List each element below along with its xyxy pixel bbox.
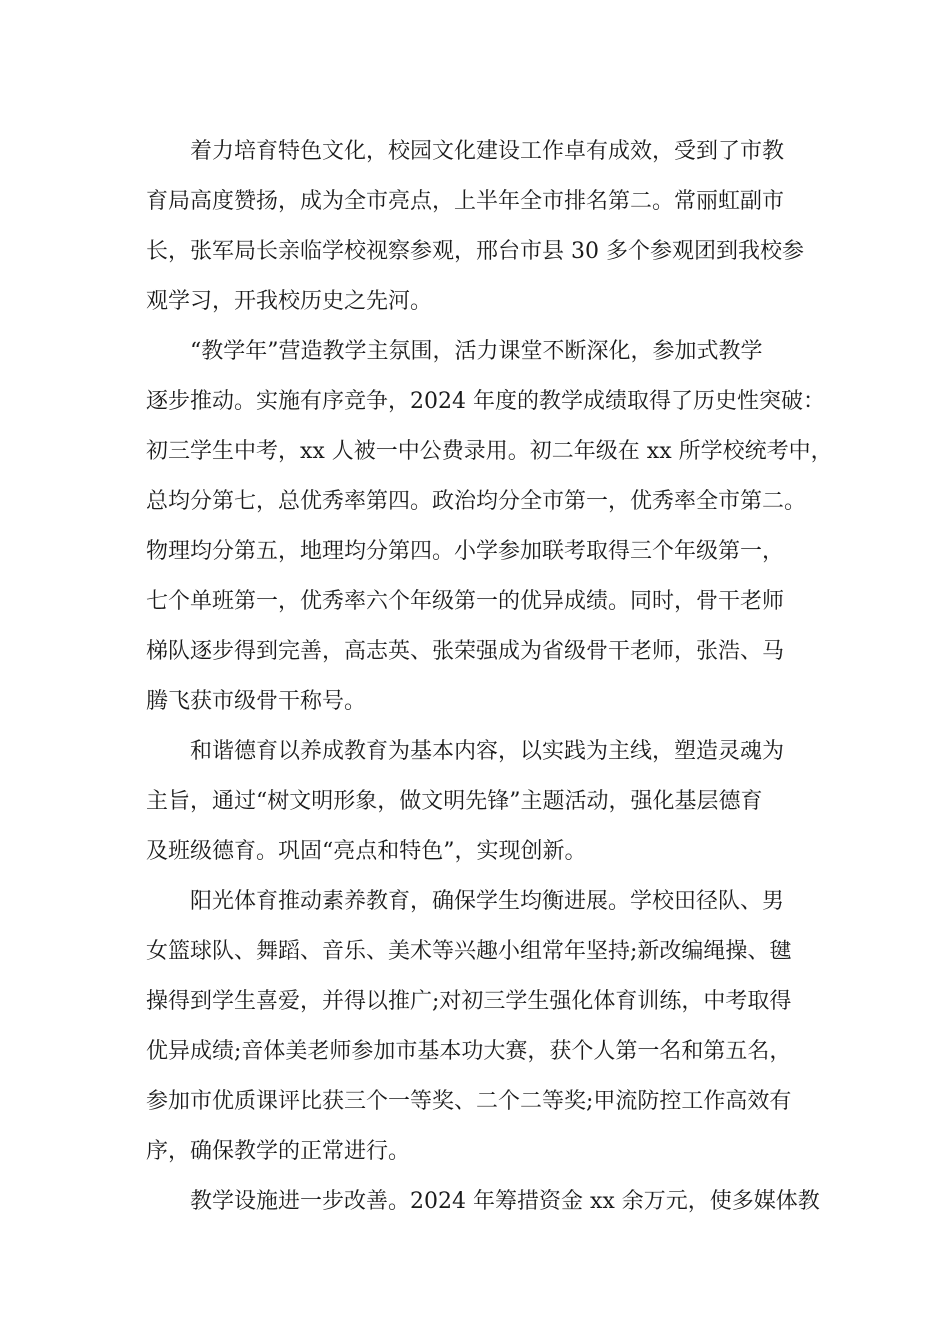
paragraph-4-line-6: 序，确保教学的正常进行。 xyxy=(146,1139,411,1164)
paragraph-1-line-1: 着力培育特色文化，校园文化建设工作卓有成效，受到了市教 xyxy=(190,139,785,164)
paragraph-4-line-5: 参加市优质课评比获三个一等奖、二个二等奖;甲流防控工作高效有 xyxy=(146,1089,792,1114)
paragraph-3-line-2: 主旨，通过“树文明形象，做文明先锋”主题活动，强化基层德育 xyxy=(146,789,763,814)
paragraph-2-line-8: 腾飞获市级骨干称号。 xyxy=(146,689,367,714)
paragraph-2-line-5: 物理均分第五，地理均分第四。小学参加联考取得三个年级第一， xyxy=(146,539,785,564)
paragraph-2-line-6: 七个单班第一，优秀率六个年级第一的优异成绩。同时，骨干老师 xyxy=(146,589,785,614)
paragraph-2-line-2: 逐步推动。实施有序竞争，2024 年度的教学成绩取得了历史性突破： xyxy=(146,389,825,414)
paragraph-2-line-4: 总均分第七，总优秀率第四。政治均分全市第一，优秀率全市第二。 xyxy=(146,489,807,514)
paragraph-2-line-3: 初三学生中考，xx 人被一中公费录用。初二年级在 xx 所学校统考中， xyxy=(146,439,833,464)
paragraph-4-line-1: 阳光体育推动素养教育，确保学生均衡进展。学校田径队、男 xyxy=(190,889,785,914)
paragraph-1-line-4: 观学习，开我校历史之先河。 xyxy=(146,289,433,314)
paragraph-5-line-1: 教学设施进一步改善。2024 年筹措资金 xx 余万元，使多媒体教 xyxy=(190,1189,820,1214)
paragraph-2-line-7: 梯队逐步得到完善，高志英、张荣强成为省级骨干老师，张浩、马 xyxy=(146,639,785,664)
paragraph-2-line-1: “教学年”营造教学主氛围，活力课堂不断深化，参加式教学 xyxy=(190,339,763,364)
paragraph-4-line-2: 女篮球队、舞蹈、音乐、美术等兴趣小组常年坚持;新改编绳操、毽 xyxy=(146,939,792,964)
paragraph-1-line-3: 长，张军局长亲临学校视察参观，邢台市县 30 多个参观团到我校参 xyxy=(146,239,804,264)
paragraph-4-line-3: 操得到学生喜爱，并得以推广;对初三学生强化体育训练，中考取得 xyxy=(146,989,792,1014)
paragraph-3-line-3: 及班级德育。巩固“亮点和特色”，实现创新。 xyxy=(146,839,587,864)
paragraph-4-line-4: 优异成绩;音体美老师参加市基本功大赛，获个人第一名和第五名， xyxy=(146,1039,792,1064)
paragraph-1-line-2: 育局高度赞扬，成为全市亮点，上半年全市排名第二。常丽虹副市 xyxy=(146,189,785,214)
paragraph-3-line-1: 和谐德育以养成教育为基本内容，以实践为主线，塑造灵魂为 xyxy=(190,739,785,764)
